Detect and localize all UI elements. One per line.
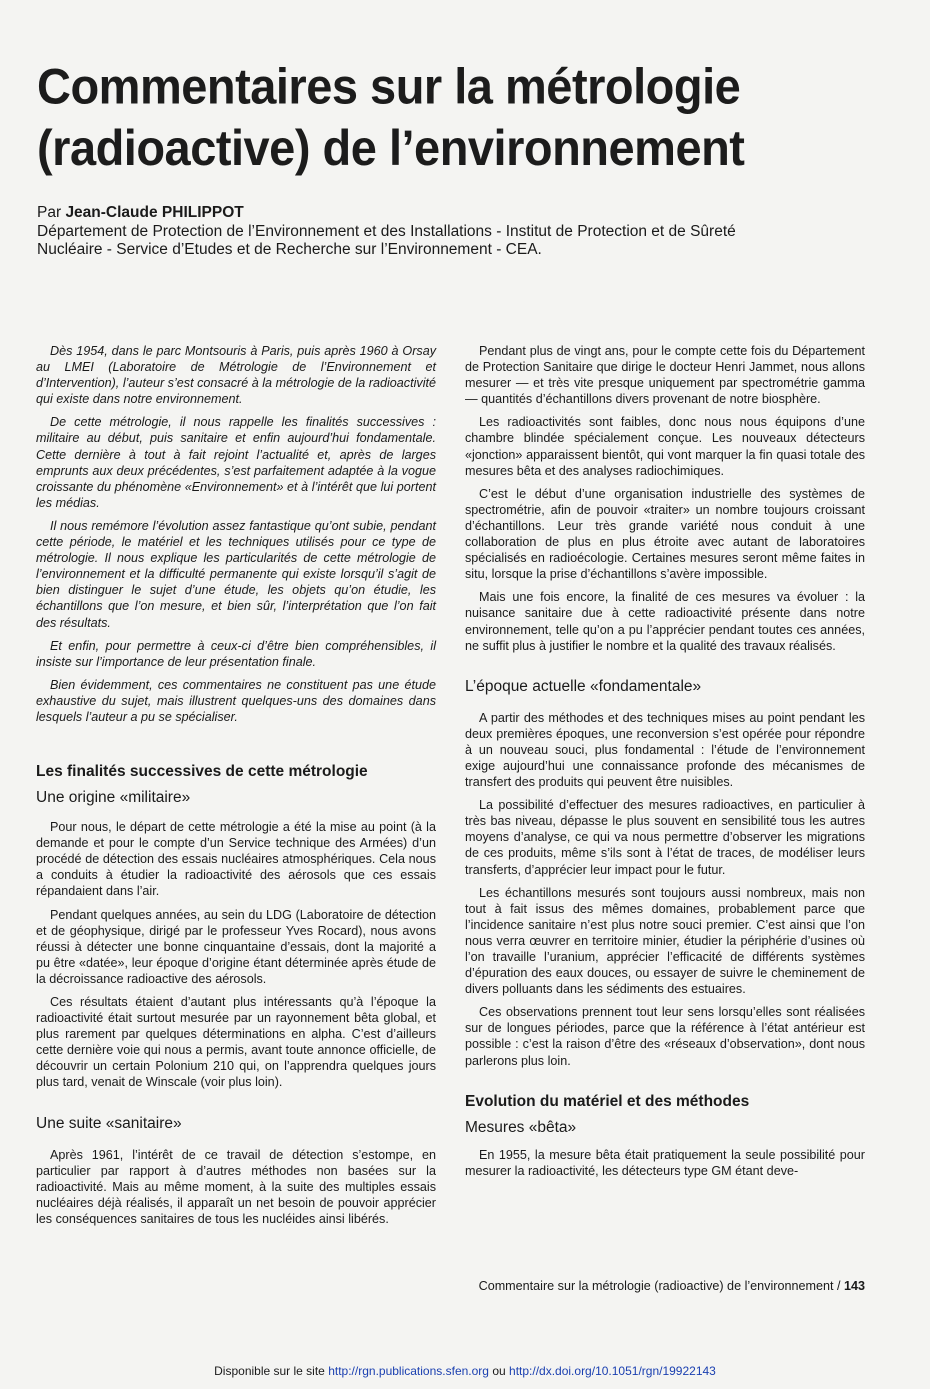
body-paragraph: Les échantillons mesurés sont toujours aussi nombreux, mais non tout à fait issus des mêmes domaines, probablement parce que l’incidence sanitaire n’est plus notre souci premier. C’est ainsi que l’on nous verra œuvrer en territoire minier, étudier la périphérie d’usines où l’on travaille l’uranium, apprécier l’efficacité de différents systèmes d’épuration des eaux douces, ou essayer de suivre le cheminement de divers polluants dans les sédiments des estuaires. <box>465 885 865 997</box>
section-heading: Les finalités successives de cette métrologie <box>36 763 368 781</box>
body-paragraph: Les radioactivités sont faibles, donc nous nous équipons d’une chambre blindée spécialement conçue. Les nouveaux détecteurs «jonction» apparaissent bientôt, qui vont marquer la fin quasi totale des mesures bêta et des analyses radiochimiques. <box>465 415 865 478</box>
byline <box>37 204 797 260</box>
article-title: Commentaires sur la métrologie (radioactive) de l’environnement <box>37 58 745 176</box>
body-paragraph: Pour nous, le départ de cette métrologie a été la mise au point (à la demande et pour le compte d’un Service technique des Armées) d’un procédé de détection des essais nucléaires atmosphériques. Cela nous a conduits à étudier la radioactivité des aérosols que ces essais répandaient dans l’air. <box>36 820 436 899</box>
footer-separator: / <box>836 1279 841 1293</box>
right-column <box>465 343 865 1186</box>
body-paragraph: Mais une fois encore, la finalité de ces mesures va évoluer : la nuisance sanitaire due à cette radioactivité présente dans notre environnement, telle qu’on a pu l’apprécier pendant toutes ces années, ne suffit plus à justifier le nombre et la qualité des travaux réalisés. <box>465 590 865 653</box>
publication-link[interactable]: http://rgn.publications.sfen.org <box>328 1364 489 1378</box>
body-paragraph: Ces résultats étaient d’autant plus intéressants qu’à l’époque la radioactivité était surtout mesurée par un rayonnement bêta global, et plus rarement par quelques déterminations en alpha. C’est d’ailleurs cette dernière voie qui nous a permis, avant toute annonce officielle, de découvrir un certain Polonium 210 qui, on l’apprendra quelques jours plus tard, venait de Winscale (voir plus loin). <box>36 995 436 1090</box>
author-affiliation: Département de Protection de l’Environnement et des Installations - Institut de Protection et de Sûreté Nucléaire - Service d’Etudes et de Recherche sur l’Environnement - CEA. <box>37 222 736 258</box>
byline-prefix: Par <box>37 204 62 221</box>
subsection-heading: Mesures «bêta» <box>465 1118 577 1136</box>
body-paragraph: La possibilité d’effectuer des mesures radioactives, en particulier à très bas niveau, dépasse le plus souvent en sensibilité tous les autres moyens d’analyse, ce qui va nous permettre d’observer les migrations de ces produits, même s’ils sont à l’état de traces, de modéliser leurs transferts, d’apprécier leur impact pour le futur. <box>465 798 865 877</box>
section-heading: Evolution du matériel et des méthodes <box>465 1092 750 1110</box>
doi-link[interactable]: http://dx.doi.org/10.1051/rgn/19922143 <box>509 1364 716 1378</box>
running-footer <box>479 1278 865 1294</box>
subsection-heading: L’époque actuelle «fondamentale» <box>465 677 702 695</box>
page-number: 143 <box>843 1279 865 1293</box>
availability-notice <box>0 1364 930 1379</box>
subsection-heading: Une suite «sanitaire» <box>36 1114 182 1132</box>
body-paragraph: Après 1961, l’intérêt de ce travail de détection s’estompe, en particulier par rapport à d’autres méthodes non basées sur la radioactivité. Mais au même moment, à la suite des multiples essais nucléaires déjà réalisés, il apparaît un net besoin de pouvoir apprécier les conséquences sanitaires de tous les nucléides ainsi libérés. <box>36 1147 436 1226</box>
body-paragraph: Pendant plus de vingt ans, pour le compte cette fois du Département de Protection Sanitaire que dirige le docteur Henri Jammet, nous allons mesurer — et très vite presque uniquement par spectrométrie gamma — quantités d’échantillons divers provenant de notre biosphère. <box>465 344 865 407</box>
body-paragraph: A partir des méthodes et des techniques mises au point pendant les deux premières époques, une reconversion s’est opérée pour répondre à un nouveau souci, plus fondamental : l’étude de l’environnement exige aujourd’hui une connaissance profonde des mécanismes de transfert des produits qui peuvent être nuisibles. <box>465 710 865 790</box>
author-name: Jean-Claude PHILIPPOT <box>65 204 244 221</box>
body-paragraph: Ces observations prennent tout leur sens lorsqu’elles sont réalisées sur de longues périodes, parce que la référence à l’état antérieur est possible : c’est la raison d’être des «réseaux d’observation», dont nous parlerons plus loin. <box>465 1005 865 1068</box>
running-title: Commentaire sur la métrologie (radioactive) de l’environnement <box>478 1279 834 1293</box>
intro-paragraph: Bien évidemment, ces commentaires ne constituent pas une étude exhaustive du sujet, mais illustrent quelques-uns des domaines dans lesquels l’auteur a pu se spécialiser. <box>36 677 436 724</box>
body-paragraph: C’est le début d’une organisation industrielle des systèmes de spectrométrie, afin de pouvoir «traiter» un nombre toujours croissant d’échantillons. Leur très grande variété nous conduit à une collaboration de plus en plus étroite avec autant de laboratoires spécialisés en radioécologie. Certaines mesures seront même faites in situ, lorsque la prise d’échantillons s’avère impossible. <box>465 486 865 582</box>
intro-paragraph: Dès 1954, dans le parc Montsouris à Paris, puis après 1960 à Orsay au LMEI (Laboratoire de Métrologie de l’Environnement et d’Intervention), l’auteur s’est consacré à la métrologie de la radioactivité qui existe dans notre environnement. <box>36 344 436 407</box>
subsection-heading: Une origine «militaire» <box>36 789 191 807</box>
body-paragraph: Pendant quelques années, au sein du LDG (Laboratoire de détection et de géophysique, dirigé par le professeur Yves Rocard), nous avons réussi à détecter une bonne cinquantaine d’essais, dont la majorité a pu être «datée», leur époque d’origine étant déterminée après étude de la décroissance radioactive des aérosols. <box>36 907 436 986</box>
body-paragraph: En 1955, la mesure bêta était pratiquement la seule possibilité pour mesurer la radioactivité, les détecteurs type GM étant deve- <box>465 1147 865 1178</box>
availability-prefix: Disponible sur le site <box>214 1364 325 1378</box>
availability-middle: ou <box>492 1364 506 1378</box>
intro-paragraph: Il nous remémore l’évolution assez fantastique qu’ont subie, pendant cette période, le matériel et les techniques utilisés pour ce type de métrologie. Il nous explique les particularités de cette métrologie de l’environnement et la difficulté permanente qui existe lorsqu’il s’agit de bien distinguer le sujet d’une étude, les objets qu’on étudie, les échantillons que l’on mesure, et bien sûr, l’interprétation que l’on fait des résultats. <box>36 518 436 630</box>
intro-paragraph: Et enfin, pour permettre à ceux-ci d’être bien compréhensibles, il insiste sur l’importance de leur présentation finale. <box>36 638 436 669</box>
intro-paragraph: De cette métrologie, il nous rappelle les finalités successives : militaire au début, puis sanitaire et enfin aujourd’hui fondamentale. Cette dernière à tout à fait rejoint l’actualité et, après de larges emprunts aux deux précédentes, s’est parfaitement adaptée à la vogue croissante du phénomène «Environnement» et à l’intérêt que lui portent les médias. <box>36 415 436 510</box>
left-column <box>36 343 436 1234</box>
